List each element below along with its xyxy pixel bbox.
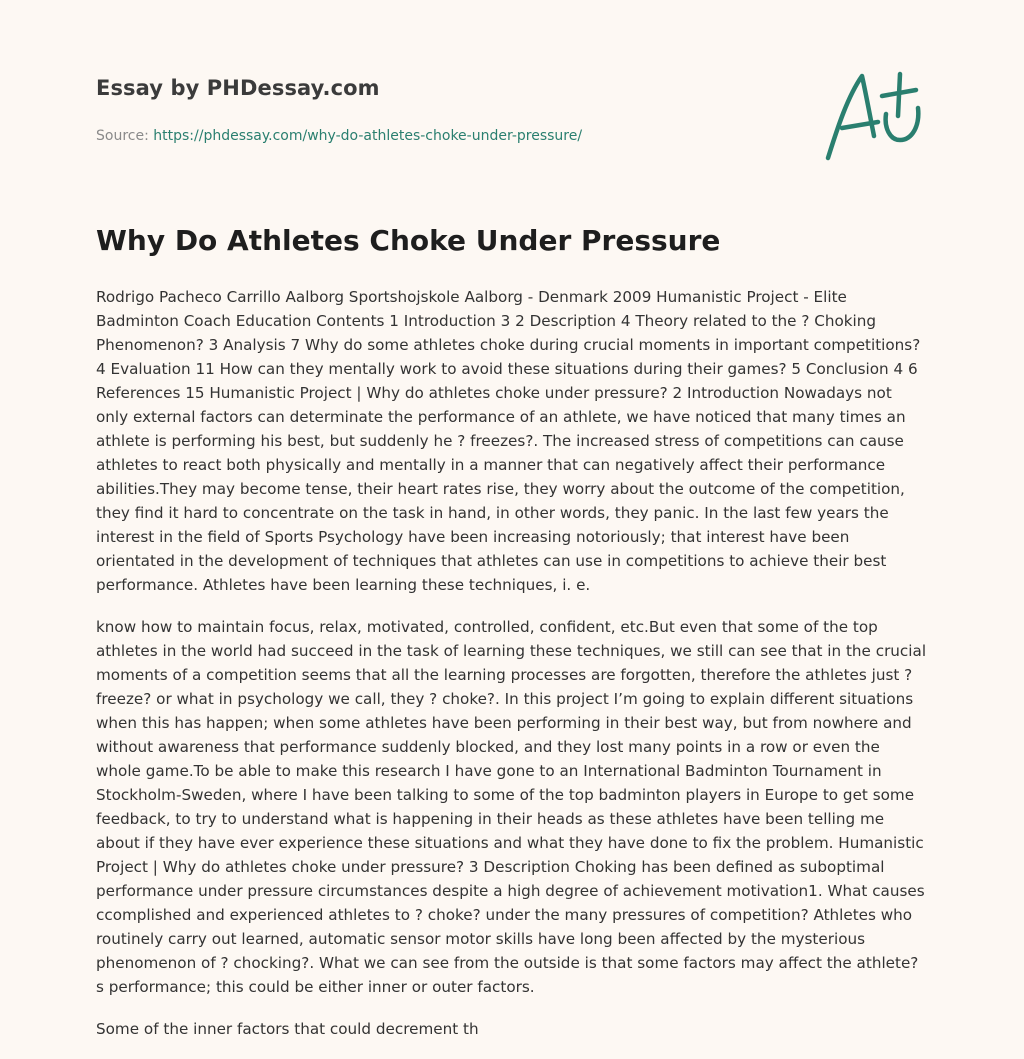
source-label: Source: bbox=[96, 128, 149, 144]
source-line bbox=[96, 128, 796, 144]
a-plus-grade-icon bbox=[820, 66, 930, 166]
essay-paragraph: Rodrigo Pacheco Carrillo Aalborg Sportshojskole Aalborg - Denmark 2009 Humanistic Project - Elite Badminton Coach Education Contents 1 Introduction 3 2 Description 4 Theory related to the ? Choking Phenomenon? 3 Analysis 7 Why do some athletes choke during crucial moments in important competitions? 4 Evaluation 11 How can they mentally work to avoid these situations during their games? 5 Conclusion 4 6 References 15 Humanistic Project | Why do athletes choke under pressure? 2 Introduction Nowadays not only external factors can determinate the performance of an athlete, we have noticed that many times an athlete is performing his best, but suddenly he ? freezes?. The increased stress of competitions can cause athletes to react both physically and mentally in a manner that can negatively affect their performance abilities.They may become tense, their heart rates rise, they worry about the outcome of the competition, they find it hard to concentrate on the task in hand, in other words, they panic. In the last few years the interest in the field of Sports Psychology have been increasing notoriously; that interest have been orientated in the development of techniques that athletes can use in competitions to achieve their best performance. Athletes have been learning these techniques, i. e. bbox=[96, 288, 921, 594]
essay-paragraph: know how to maintain focus, relax, motivated, controlled, confident, etc.But even that some of the top athletes in the world had succeed in the task of learning these techniques, we still can see that in the crucial moments of a competition seems that all the learning processes are forgotten, therefore the athletes just ? freeze? or what in psychology we call, they ? choke?. In this project I’m going to explain different situations when this has happen; when some athletes have been performing in their best way, but from nowhere and without awareness that performance suddenly blocked, and they lost many points in a row or even the whole game.To be able to make this research I have gone to an International Badminton Tournament in Stockholm-Sweden, where I have been talking to some of the top badminton players in Europe to get some feedback, to try to understand what is happening in their heads as these athletes have been telling me about if they have ever experience these situations and what they have done to fix the problem. Humanistic Project | Why do athletes choke under pressure? 3 Description Choking has been defined as suboptimal performance under pressure circumstances despite a high degree of achievement motivation1. What causes ccomplished and experienced athletes to ? choke? under the many pressures of competition? Athletes who routinely carry out learned, automatic sensor motor skills have long been affected by the mysterious phenomenon of ? chocking?. What we can see from the outside is that some factors may affect the athlete? s performance; this could be either inner or outer factors. bbox=[96, 618, 927, 996]
essay-body bbox=[96, 285, 928, 1059]
essay-paragraph: Some of the inner factors that could decrement th bbox=[96, 1020, 479, 1038]
site-brand: Essay by PHDessay.com bbox=[96, 76, 380, 100]
essay-header bbox=[96, 76, 796, 144]
source-link[interactable]: https://phdessay.com/why-do-athletes-choke-under-pressure/ bbox=[153, 128, 583, 144]
essay-title: Why Do Athletes Choke Under Pressure bbox=[96, 224, 721, 257]
